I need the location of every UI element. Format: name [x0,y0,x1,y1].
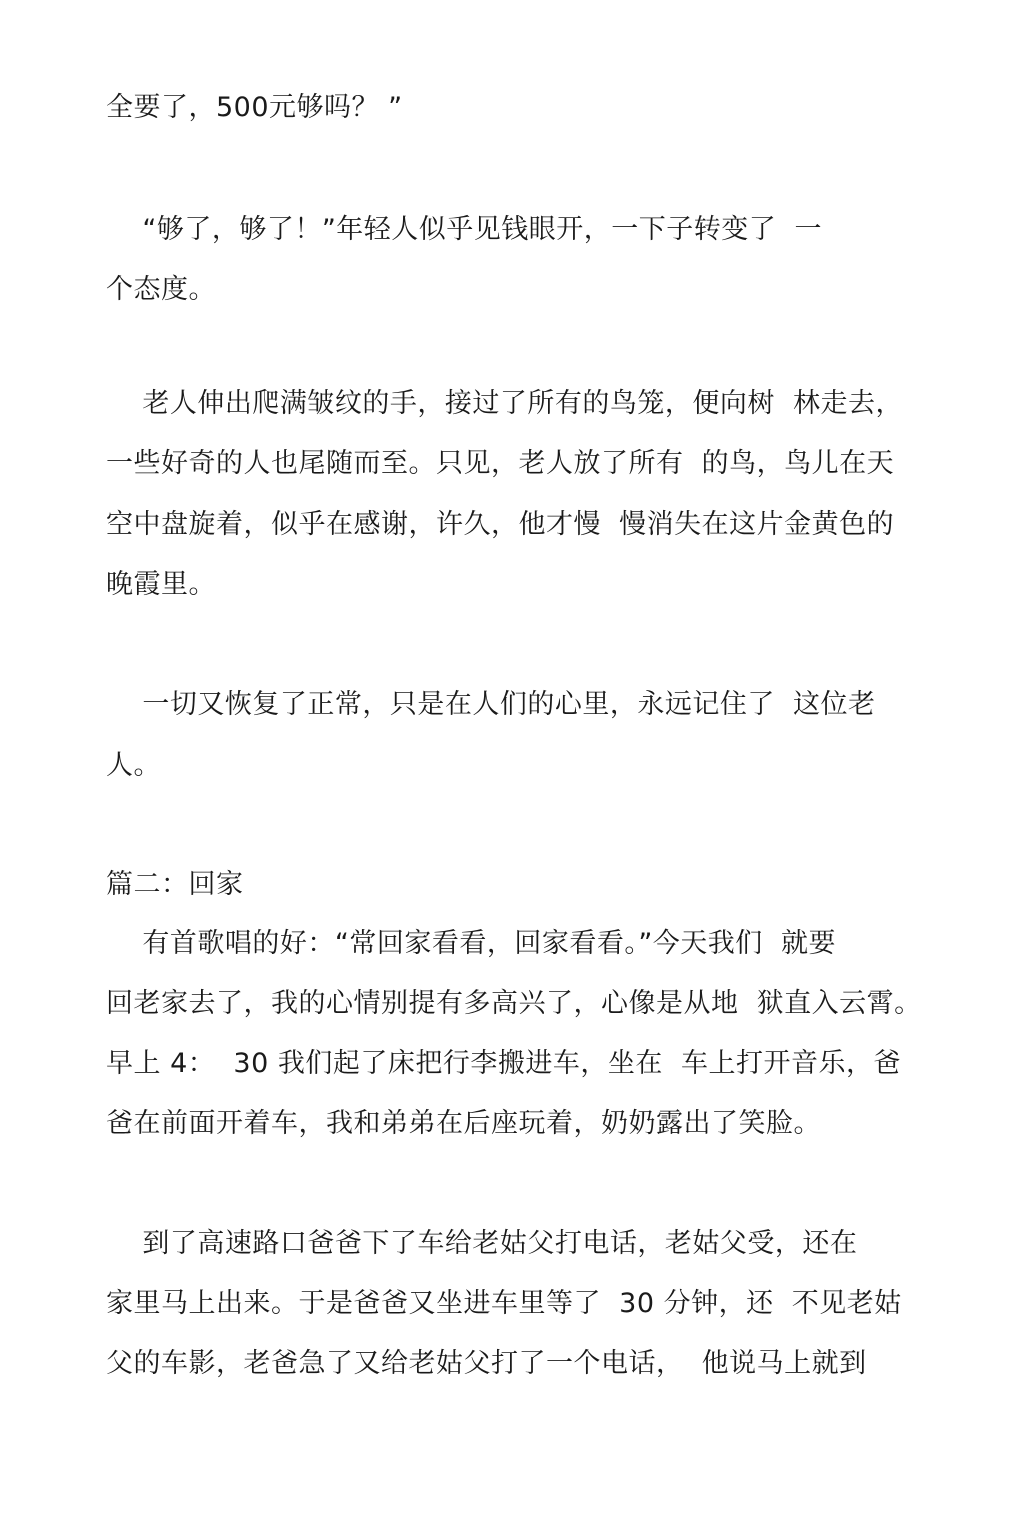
text-line: 家里马上出来。于是爸爸又坐进车里等了 30 分钟，还 不见老姑 [106,1288,902,1319]
text-line: 晚霞里。 [106,569,216,600]
text-line: 爸在前面开着车，我和弟弟在后座玩着，奶奶露出了笑脸。 [106,1108,821,1139]
text-line: 父的车影，老爸急了又给老姑父打了一个电话， 他说马上就到 [106,1348,867,1379]
text-line: “够了，够了！”年轻人似乎见钱眼开，一下子转变了 一 [106,214,822,245]
text-line: 有首歌唱的好：“常回家看看，回家看看。”今天我们 就要 [106,928,836,959]
text-line: 老人伸出爬满皱纹的手，接过了所有的鸟笼，便向树 林走去， [106,388,903,419]
section-heading: 篇二：回家 [106,869,244,900]
text-line: 一切又恢复了正常，只是在人们的心里，永远记住了 这位老 [106,689,876,720]
text-line: 早上 4： 30 我们起了床把行李搬进车，坐在 车上打开音乐，爸 [106,1048,902,1079]
text-line: 空中盘旋着，似乎在感谢，许久，他才慢 慢消失在这片金黄色的 [106,509,895,540]
text-line: 全要了，500元够吗？ ” [106,92,403,123]
text-line: 个态度。 [106,274,216,305]
text-line: 回老家去了，我的心情别提有多高兴了，心像是从地 狱直入云霄。 [106,988,922,1019]
text-line: 人。 [106,750,161,781]
text-line: 一些好奇的人也尾随而至。只见，老人放了所有 的鸟，鸟儿在天 [106,448,895,479]
text-line: 到了高速路口爸爸下了车给老姑父打电话，老姑父受，还在 [106,1228,858,1259]
